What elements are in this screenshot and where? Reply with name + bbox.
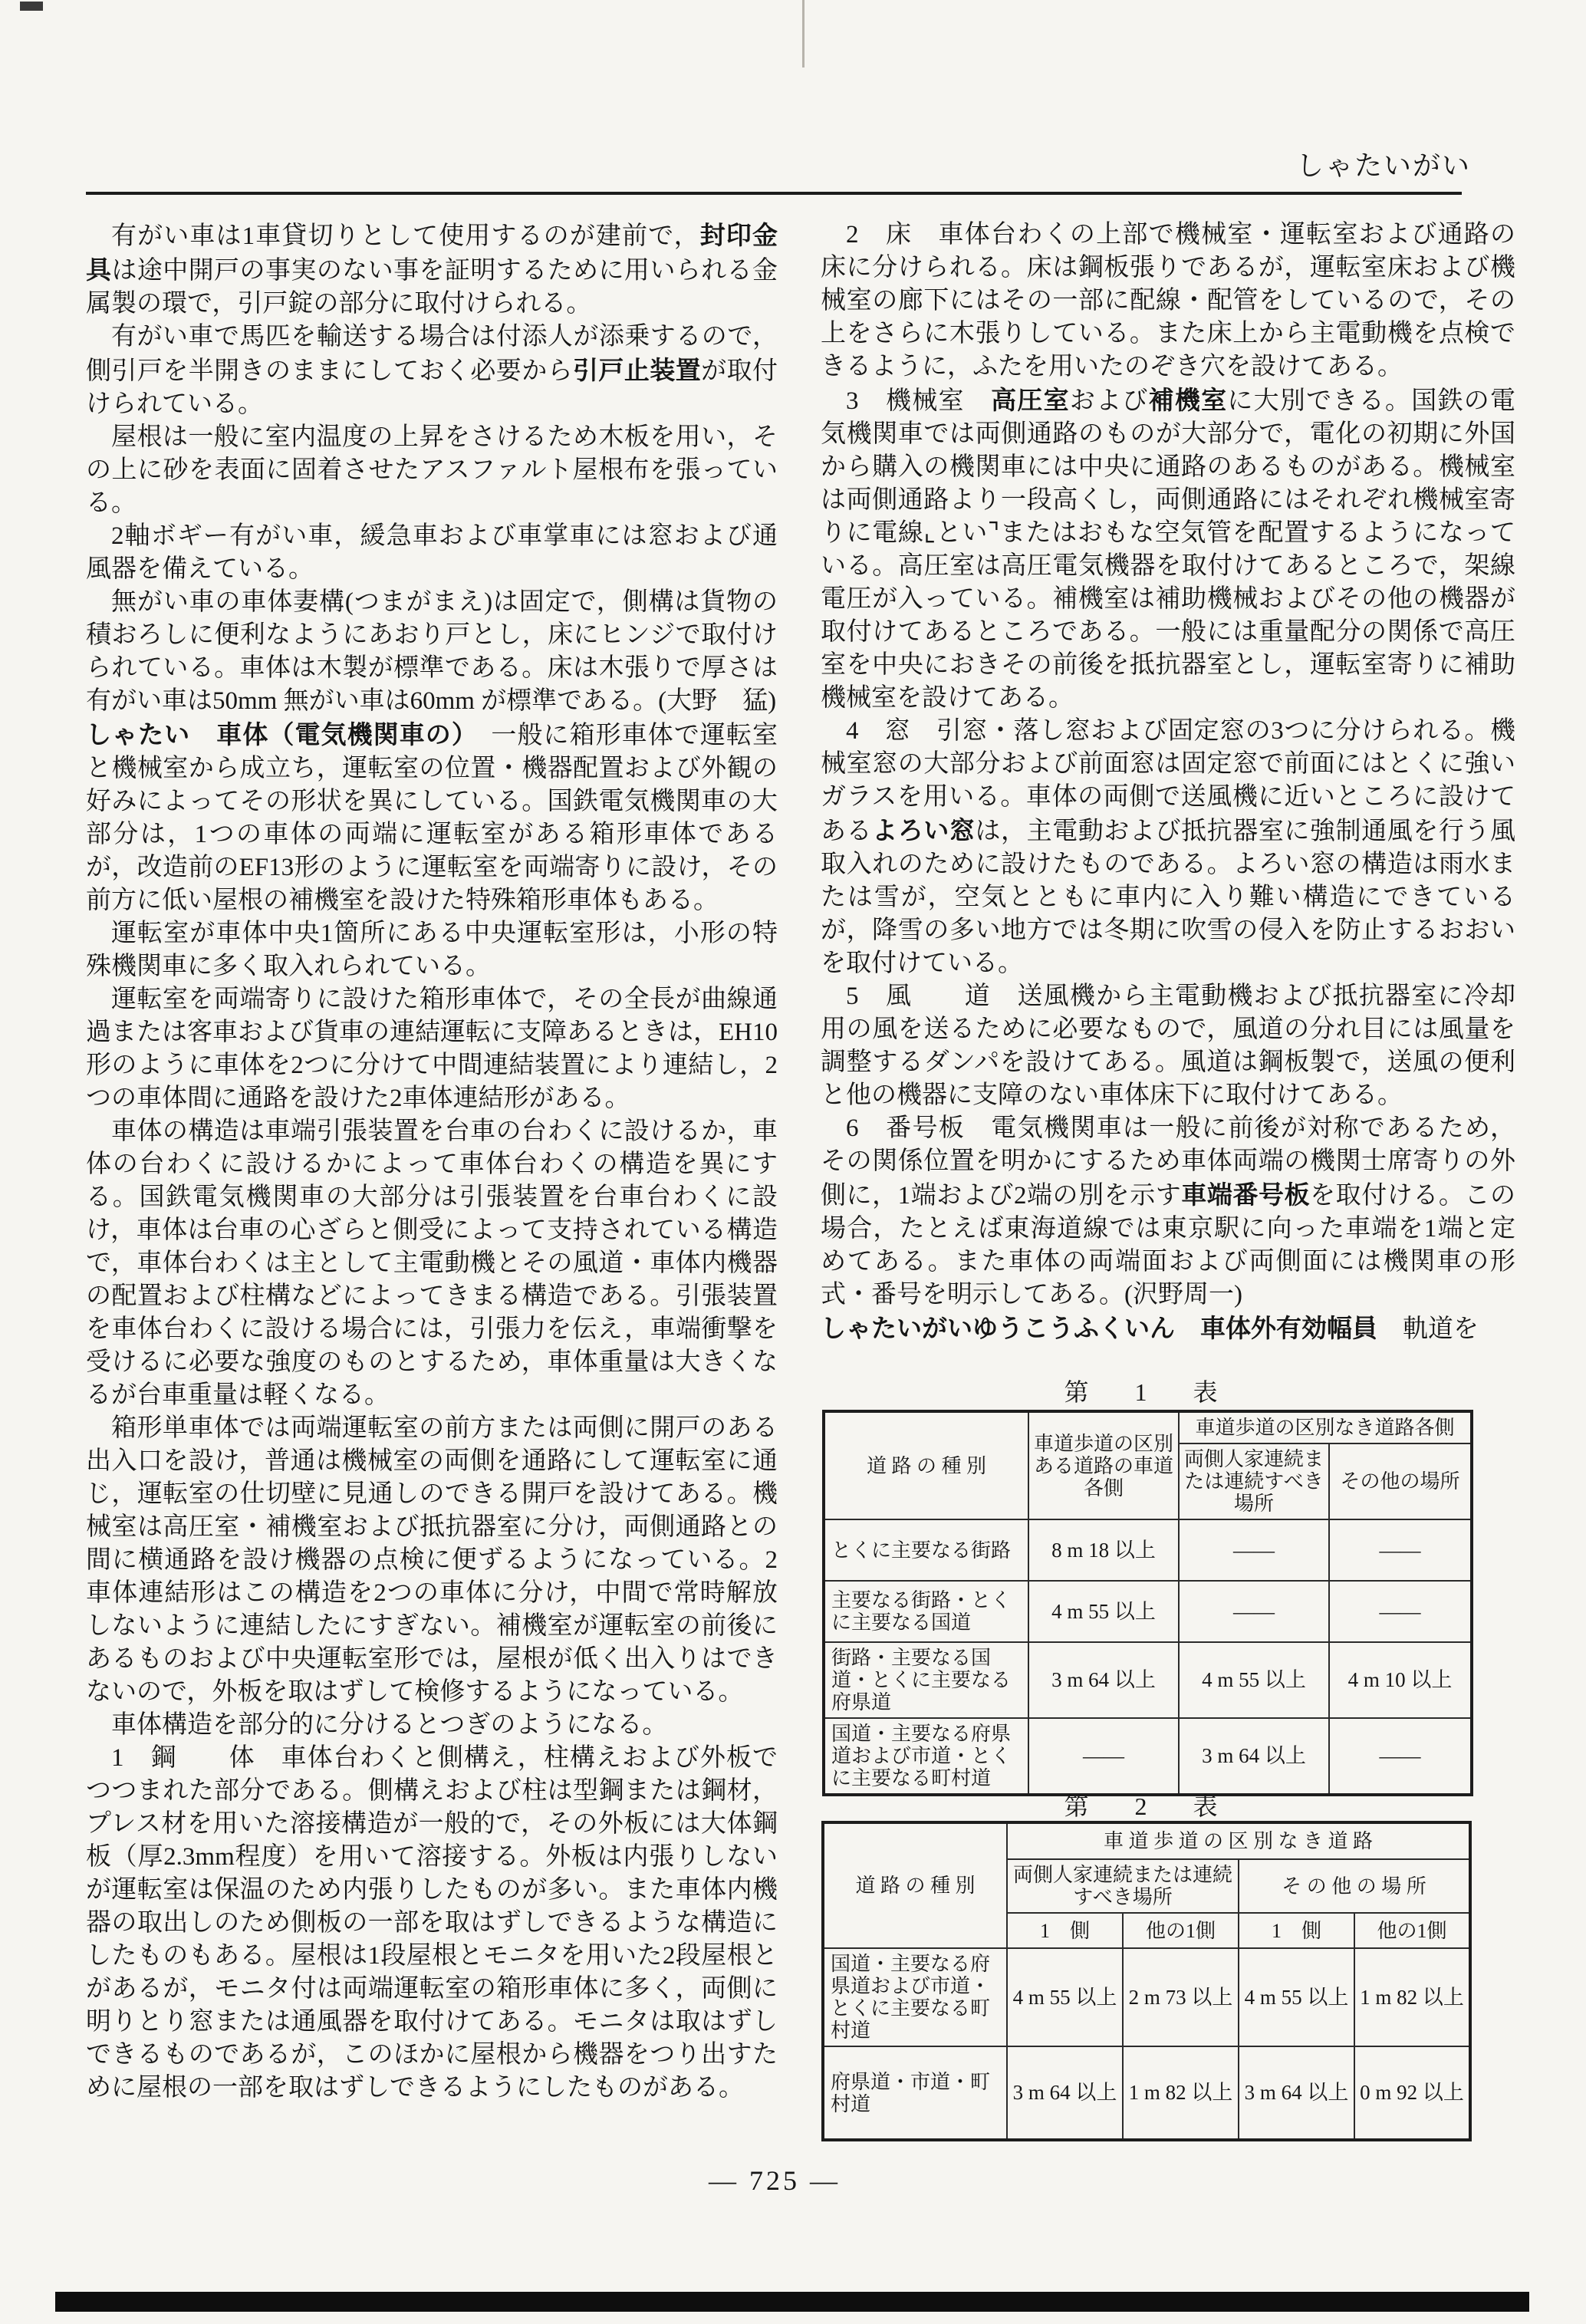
table1-header-other-place: その他の場所 (1329, 1443, 1472, 1519)
text-run: 屋根は一般に室内温度の上昇をさけるため木板を用い，その上に砂を表面に固着させたアスファルト屋根布を張っている。 (86, 423, 778, 517)
text-run: が取付けられている。 (86, 357, 778, 418)
row-value: 4 m 55 以上 (1179, 1642, 1329, 1718)
text-run: は，主電動および抵抗器室に強制通風を行う風取入れのために設けたものである。よろい窓の構造は雨水または雪が，空気とともに車内に入り難い構造にできているが，降雪の多い地方では冬期に吹雪の侵入を防止するおおいを取付けている。 (821, 818, 1516, 977)
table1-header-divided: 車道歩道の区別ある道路の車道各側 (1028, 1411, 1179, 1519)
paragraph (821, 980, 1515, 1112)
paragraph (821, 1312, 1515, 1346)
bold-term: 車端番号板 (1181, 1180, 1311, 1209)
table2-header-one-side: 1 側 (1239, 1913, 1354, 1948)
paragraph (821, 1112, 1515, 1312)
row-value: 4 m 10 以上 (1329, 1642, 1472, 1718)
table-row (824, 1581, 1472, 1642)
page-number: ― 725 ― (709, 2165, 841, 2196)
paragraph (86, 421, 778, 520)
bold-term: 車体（電気機関車の） (216, 720, 466, 749)
text-run: 3 機械室 (846, 387, 992, 415)
paragraph (86, 520, 778, 586)
text-run: 運転室が車体中央1箇所にある中央運転室形は，小形の特殊機関車に多く取入れられている。 (86, 920, 778, 980)
row-value: ―― (1329, 1581, 1472, 1642)
bold-term: よろい窓 (872, 816, 976, 844)
row-label: とくに主要なる街路 (824, 1519, 1028, 1581)
row-label: 府県道・市道・町村道 (823, 2046, 1007, 2140)
row-label: 国道・主要なる府県道および市道・とくに主要なる町村道 (823, 1948, 1007, 2046)
row-value: 3 m 64 以上 (1179, 1718, 1329, 1795)
text-run: 一般に箱形車体で運転室と機械室から成立ち，運転室の位置・機器配置および外観の好みによってその形状を異にしている。国鉄電気機関車の大部分は，1つの車体の両端に運転室がある箱形車体であるが，改造前のEF13形のように運転室を両端寄りに設け，その前方に低い屋根の補機室を設けた特殊箱形車体もある。 (86, 722, 778, 914)
table2-header-other-one-side: 他の1側 (1354, 1913, 1470, 1948)
row-label: 主要なる街路・とくに主要なる国道 (824, 1581, 1028, 1642)
text-run: に大別できる。国鉄の電気機関車では両側通路のものが大部分で，電化の初期に外国から購入の機関車には中央に通路のあるものがある。機械室は両側通路より一段高くし，両側通路にはそれぞれ機械室寄りに電線⌞とい⌝またはおもな空気管を配置するようになっている。高圧室は高圧電気機器を取付けてあるところで，架線電圧が入っている。補機室は補助機械およびその他の機器が取付けてあるところである。一般には重量配分の関係で高圧室を中央におきその前後を抵抗器室とし，運転室寄りに補助機械室を設けてある。 (821, 387, 1516, 712)
bold-term: 封印金具 (86, 221, 778, 284)
table-row (824, 1718, 1472, 1795)
table1-header-undivided-group: 車道歩道の区別なき道路各側 (1179, 1411, 1472, 1443)
table1-header-houses-side: 両側人家連続または連続すべき場所 (1179, 1443, 1329, 1519)
text-run: 箱形単車体では両端運転室の前方または両側に開戸のある出入口を設け，普通は機械室の両側を通路にして運転室に通じ，運転室の仕切壁に見通しのできる開戸を設けてある。機械室は高圧室・補機室および抵抗器室に分け，両側通路との間に横通路を設け機器の点検に便ずるようになっている。2車体連結形はこの構造を2つの車体に分け，中間で常時解放しないように連結したにすぎない。補機室が運転室の前後にあるものおよび中央運転室形では，屋根が低く出入りはできないので，外板を取はずして検修するようになっている。 (86, 1414, 778, 1706)
row-value: ―― (1329, 1718, 1472, 1795)
left-column (86, 219, 778, 2105)
row-value: ―― (1179, 1581, 1329, 1642)
table1-caption: 第 1 表 (1064, 1378, 1229, 1406)
bold-term: 車体外有効幅員 (1200, 1314, 1377, 1342)
row-value: 4 m 55 以上 (1028, 1581, 1179, 1642)
row-value: 8 m 18 以上 (1028, 1519, 1179, 1581)
paragraph (86, 983, 778, 1115)
table2 (821, 1821, 1472, 2141)
bold-term: しゃたい (86, 720, 191, 749)
row-value: 4 m 55 以上 (1007, 1948, 1123, 2046)
table-row (823, 1948, 1470, 2046)
row-value: 1 m 82 以上 (1354, 1948, 1470, 2046)
paragraph (86, 917, 778, 983)
row-value: 3 m 64 以上 (1239, 2046, 1354, 2140)
text-run: 2軸ボギー有がい車，緩急車および車掌車には窓および通風器を備えている。 (86, 522, 778, 583)
table1-header-road-type: 道 路 の 種 別 (824, 1411, 1028, 1519)
bold-term: しゃたいがいゆうこうふくいん (821, 1314, 1175, 1342)
table2-header-houses-side: 両側人家連続または連続すべき場所 (1007, 1859, 1239, 1913)
text-run: 2 床 車体台わくの上部で機械室・運転室および通路の床に分けられる。床は鋼板張りであるが，運転室床および機械室の廊下にはその一部に配線・配管をしているので，その上をさらに木張りしている。また床上から主電動機を点検できるように，ふたを用いたのぞき穴を設けてある。 (821, 221, 1515, 380)
running-head: しゃたいがい (1296, 150, 1472, 181)
text-run: 車体構造を部分的に分けるとつぎのようになる。 (111, 1711, 668, 1739)
row-value: 1 m 82 以上 (1123, 2046, 1239, 2140)
scan-bottom-bar (55, 2292, 1529, 2312)
text-run: 5 風 道 送風機から主電動機および抵抗器室に冷却用の風を送るために必要なもので，風道の分れ目には風量を調整するダンパを設けてある。風道は鋼板製で，送風の便利と他の機器に支障のない車体床下に取付けてある。 (821, 983, 1515, 1109)
paragraph (86, 1709, 778, 1742)
bold-term: 補機室 (1148, 386, 1228, 414)
paragraph (86, 718, 778, 917)
table-row (824, 1519, 1472, 1581)
text-run: 有がい車で馬匹を輸送する場合は付添人が添乗するので，側引戸を半開きのままにしておく必要から (86, 323, 778, 385)
text-run (1175, 1315, 1200, 1343)
text-run: 運転室を両端寄りに設けた箱形車体で，その全長が曲線通過または客車および貨車の連結運転に支障あるときは，EH10形のように車体を2つに分けて中間連結装置により連結し，2つの車体間に通路を設けた2車体連結形がある。 (86, 986, 778, 1112)
bold-term: 高圧室 (991, 386, 1070, 414)
row-value: ―― (1179, 1519, 1329, 1581)
text-run: 有がい車は1車貸切りとして使用するのが建前で， (111, 222, 700, 250)
row-value: 3 m 64 以上 (1028, 1642, 1179, 1718)
paragraph (821, 383, 1515, 715)
text-run: 車体の構造は車端引張装置を台車の台わくに設けるか，車体の台わくに設けるかによって車体台わくの構造を異にする。国鉄電気機関車の大部分は引張装置を台車台わくに設け，車体は台車の心ざらと側受によって支持されている構造で，車体台わくは主として主電動機とその風道・車体内機器の配置および柱構などによってきまる構造である。引張装置を車体台わくに設ける場合には，引張力を伝え，車端衝撃を受けるに必要な強度のものとするため，車体重量は大きくなるが台車重量は軽くなる。 (86, 1118, 778, 1409)
paragraph (86, 1412, 778, 1709)
text-run (190, 722, 216, 749)
table2-header-other-one-side: 他の1側 (1123, 1913, 1239, 1948)
right-column (821, 219, 1515, 1346)
bold-term: 引戸止装置 (573, 356, 702, 384)
text-run: 6 番号板 電気機関車は一般に前後が対称であるため，その関係位置を明かにするため車体両端の機関士席寄りの外側に，1端および2端の別を示す (821, 1114, 1515, 1210)
row-value: ―― (1028, 1718, 1179, 1795)
paragraph (86, 1115, 778, 1412)
row-value: 2 m 73 以上 (1123, 1948, 1239, 2046)
text-run: は途中開戸の事実のない事を証明するために用いられる金属製の環で，引戸錠の部分に取付けられる。 (86, 257, 778, 318)
paragraph (86, 586, 778, 718)
header-rule (86, 192, 1462, 195)
table2-header-one-side: 1 側 (1007, 1913, 1123, 1948)
row-value: 0 m 92 以上 (1354, 2046, 1470, 2140)
table2-header-road-type: 道 路 の 種 別 (823, 1822, 1007, 1948)
paragraph (86, 219, 778, 321)
row-label: 街路・主要なる国道・とくに主要なる府県道 (824, 1642, 1028, 1718)
paragraph (821, 715, 1515, 980)
row-value: 3 m 64 以上 (1007, 2046, 1123, 2140)
table1 (822, 1410, 1473, 1796)
text-run: 無がい車の車体妻構(つまがまえ)は固定で，側構は貨物の積おろしに便利なようにあおり戸とし，床にヒンジで取付けられている。車体は木製が標準である。床は木張りで厚さは有がい車は50mm 無がい車は60mm が標準である。(大野 猛) (86, 588, 778, 715)
text-run: 軌道を (1377, 1315, 1479, 1343)
paragraph (86, 321, 778, 421)
row-value: 4 m 55 以上 (1239, 1948, 1354, 2046)
paragraph (821, 219, 1515, 383)
text-run: および (1069, 387, 1149, 415)
table2-header-undivided-group: 車 道 歩 道 の 区 別 な き 道 路 (1007, 1822, 1470, 1859)
scan-artifact-speck (20, 2, 43, 11)
row-value: ―― (1329, 1519, 1472, 1581)
table-row (824, 1642, 1472, 1718)
paragraph (86, 1742, 778, 2105)
table2-caption: 第 2 表 (1064, 1792, 1229, 1820)
table-row (823, 2046, 1470, 2140)
table2-header-other-place: そ の 他 の 場 所 (1239, 1859, 1470, 1913)
text-run: 1 鋼 体 車体台わくと側構え，柱構えおよび外板でつつまれた部分である。側構えおよび柱は型鋼または鋼材，プレス材を用いた溶接構造が一般的で，その外板には大体鋼板（厚2.3mm程度）を用いて溶接する。外板は内張りしないが運転室は保温のため内張りしたものが多い。また車体内機器の取出しのため側板の一部を取はずしできるような構造にしたものもある。屋根は1段屋根とモニタを用いた2段屋根とがあるが，モニタ付は両端運転室の箱形車体に多く，両側に明りとり窓または通風器を取付けてある。モニタは取はずしできるものであるが，このほかに屋根から機器をつり出すために屋根の一部を取はずしできるようにしたものがある。 (86, 1744, 778, 2102)
scan-artifact-line (802, 0, 805, 67)
text-run: 4 窓 引窓・落し窓および固定窓の3つに分けられる。機械室窓の大部分および前面窓は固定窓で前面にはとくに強いガラスを用いる。車体の両側で送風機に近いところに設けてある (821, 717, 1515, 845)
row-label: 国道・主要なる府県道および市道・とくに主要なる町村道 (824, 1718, 1028, 1795)
text-run: を取付ける。この場合，たとえば東海道線では東京駅に向った車端を1端と定めてある。また車体の両端面および両側面には機関車の形式・番号を明示してある。(沢野周一) (821, 1182, 1516, 1308)
